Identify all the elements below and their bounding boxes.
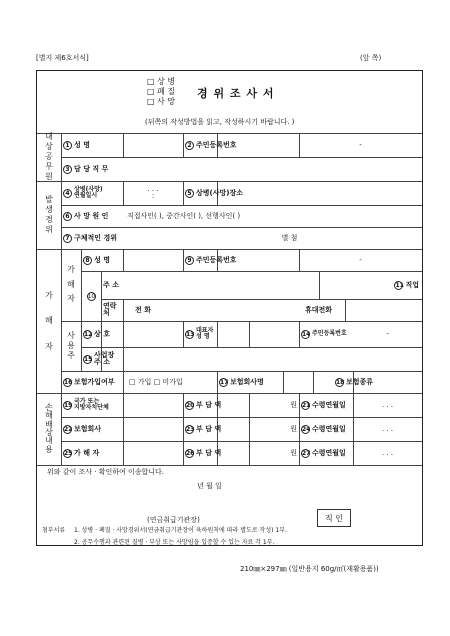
d-date-value-3[interactable]: . . . — [381, 448, 394, 457]
confirm-date: 년 월 일 — [197, 482, 222, 490]
p-address-value[interactable] — [123, 271, 319, 299]
field-cause-label: 6 사 망 원 인 — [63, 205, 123, 227]
section-damages: 손 해 배 상 내 용 — [45, 402, 53, 454]
e-addr-value[interactable] — [123, 347, 422, 371]
paper-size: 210㎜×297㎜ (일반용지 60g/㎡(재활용품)) — [240, 565, 379, 573]
p-circle-10: 10 — [87, 292, 96, 300]
d-won-3: 원 — [290, 448, 297, 457]
p-mobile-value[interactable] — [345, 299, 422, 321]
p-resident-value[interactable]: - — [359, 255, 362, 264]
option-disease[interactable]: □ 폐 질 — [147, 87, 176, 96]
e-name-value[interactable] — [123, 321, 183, 347]
d-insurer-label: 22 보험회사 — [64, 424, 102, 433]
confirm-text: 위와 같이 조사 · 확인하여 이송합니다. — [47, 468, 165, 476]
d-date-label-2: 24 수령연월일 — [302, 424, 346, 433]
insurance-join-label: 16 보험가입여부 — [64, 377, 115, 386]
e-rep-label: 13 대표자 성 명 — [186, 326, 214, 340]
e-reg-label: 14 주민등록번호 — [302, 329, 347, 338]
section-circumstance: 발 생 경 위 — [45, 195, 53, 234]
form-frame — [36, 70, 423, 546]
field-name-label: 1 성 명 — [63, 133, 123, 157]
section-perpetrator-individual: 가 해 자 — [67, 265, 75, 304]
d-burden-label-2: 23 부 담 액 — [186, 424, 222, 433]
insurance-company-label: 17 보험회사명 — [220, 377, 264, 386]
field-place-label: 5 상병(사망)장소 — [185, 181, 297, 205]
d-perp-label: 25 가 해 자 — [64, 448, 100, 457]
field-date-label: 4 상병(사망) 연월일시 — [63, 181, 123, 205]
attachment-1: 1. 상병 · 폐질 · 사망경위서(연금취급기관장이 육하원칙에 따라 별도로 작성) 1부. — [74, 527, 287, 534]
d-burden-label-1: 20 부 담 액 — [186, 400, 222, 409]
form-label: [별지 제6호서식] — [36, 54, 89, 62]
section-perpetrator: 가 해 자 — [45, 290, 53, 351]
field-date-value[interactable]: . . . : — [147, 185, 159, 200]
d-state-label: 19 국가 또는 지방자치단체 — [64, 397, 109, 411]
section-perpetrator-employer: 사 용 주 — [67, 331, 75, 360]
d-won-1: 원 — [290, 400, 297, 409]
p-name-value[interactable] — [123, 249, 183, 271]
seal-box — [317, 509, 351, 527]
field-detail-label: 7 구체적인 경위 — [63, 227, 143, 249]
insurance-company-value[interactable] — [283, 371, 313, 393]
p-contact-label: 연락처 — [103, 302, 117, 317]
field-cause-value[interactable]: 직접사인( ), 중간사인( ), 선행사인( ) — [127, 211, 241, 220]
d-date-value-1[interactable]: . . . — [381, 400, 394, 409]
form-title: 경 위 조 사 서 — [197, 87, 275, 100]
p-name-label: 8 성 명 — [83, 249, 123, 271]
e-rep-value[interactable] — [249, 321, 299, 347]
insurance-type-label: 18 보험종류 — [335, 377, 373, 386]
field-detail-value: 별 첨 — [281, 233, 298, 242]
field-place-value[interactable] — [217, 181, 422, 205]
attachment-label: 첨부서류 — [42, 527, 66, 534]
e-reg-value[interactable]: - — [386, 329, 389, 338]
attachment-2: 2. 공무수행과 관련된 질병 · 부상 또는 사망임을 입증할 수 있는 자료 각 1부. — [74, 539, 275, 546]
d-date-label-3: 27 수령연월일 — [302, 448, 346, 457]
seal-text: 직 인 — [325, 513, 343, 523]
field-duty-label: 3 담 당 직 무 — [63, 157, 183, 181]
field-resident-no-label: 2 주민등록번호 — [185, 133, 297, 157]
agency-label: (연금취급기관장) — [147, 516, 200, 524]
field-resident-no-value[interactable]: - — [359, 140, 362, 149]
d-date-label-1: 21 수령연월일 — [302, 400, 346, 409]
instruction-text: (뒤쪽의 작성방법을 읽고, 작성하시기 바랍니다. ) — [145, 118, 295, 126]
d-date-value-2[interactable]: . . . — [381, 424, 394, 433]
e-name-label: 12 상 호 — [84, 329, 110, 338]
field-name-value[interactable] — [123, 133, 183, 157]
p-mobile-label: 휴대전화 — [305, 305, 333, 314]
insurance-join-options[interactable]: □ 가입 □ 미가입 — [129, 377, 183, 386]
claim-type-options[interactable] — [147, 77, 175, 107]
p-job-label: 11 직업 — [395, 280, 419, 289]
p-phone-label: 전 화 — [135, 305, 151, 314]
field-duty-value[interactable] — [183, 157, 422, 181]
e-addr-label: 15 사업장 주 소 — [84, 351, 115, 366]
section-official: 대 상 공 무 원 — [45, 132, 53, 181]
d-burden-label-3: 26 부 담 액 — [186, 448, 222, 457]
page-side-label: (앞 쪽) — [360, 54, 382, 62]
p-address-label: 주 소 — [103, 280, 119, 289]
option-death[interactable]: □ 사 망 — [147, 97, 176, 106]
d-won-2: 원 — [290, 424, 297, 433]
option-injury[interactable]: □ 상 병 — [147, 77, 176, 86]
p-resident-label: 9 주민등록번호 — [185, 249, 297, 271]
